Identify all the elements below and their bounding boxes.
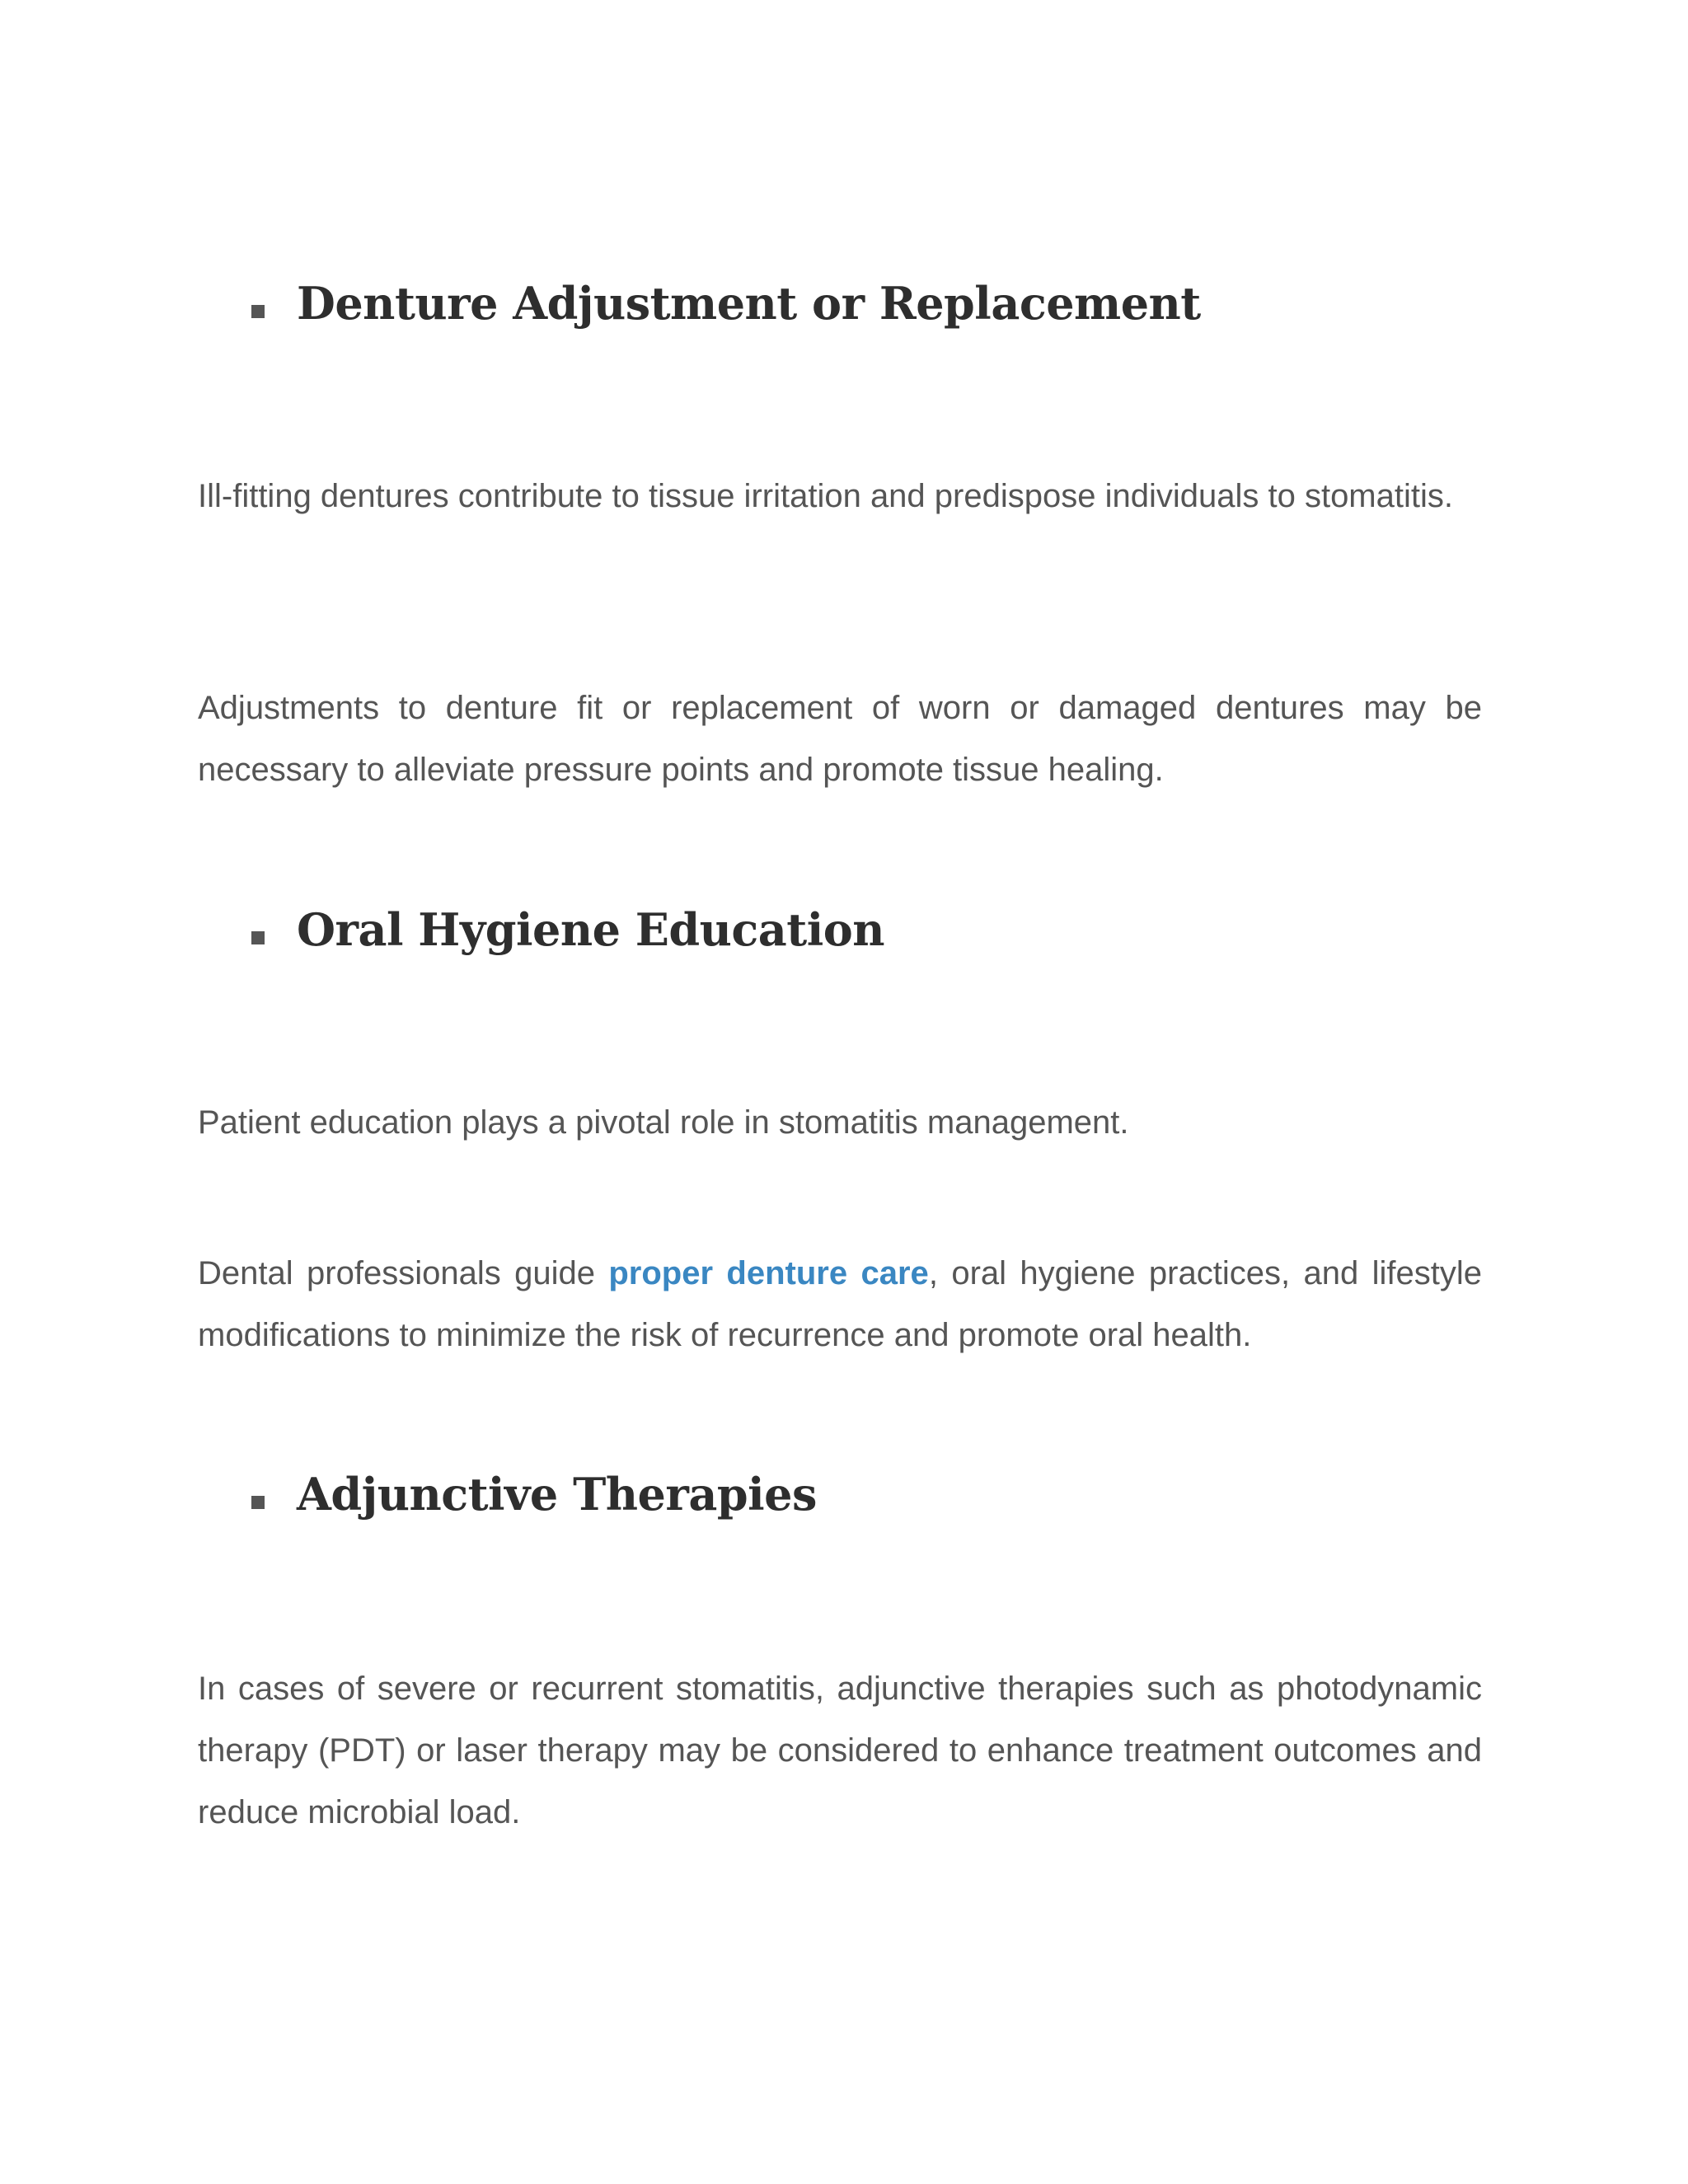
section-heading-denture-adjustment (0, 270, 1688, 336)
paragraph: Patient education plays a pivotal role in stomatitis management. (198, 1104, 1129, 1141)
paragraph: Adjustments to denture fit or replacement of worn or damaged dentures may be necessary to alleviate pressure points and promote tissue healing. (198, 690, 1482, 788)
square-bullet-icon (251, 1496, 265, 1509)
section-heading-adjunctive-therapies (0, 1461, 1688, 1527)
section-heading-oral-hygiene (0, 897, 1688, 963)
paragraph: Ill-fitting dentures contribute to tissue irritation and predispose individuals to stomatitis. (198, 478, 1453, 514)
heading-text: Oral Hygiene Education (297, 903, 885, 956)
proper-denture-care-link[interactable]: proper denture care (608, 1255, 929, 1291)
square-bullet-icon (251, 305, 265, 318)
paragraph-text-before-link: Dental professionals guide (198, 1255, 609, 1291)
heading-text: Adjunctive Therapies (297, 1468, 817, 1521)
paragraph-with-link (198, 1243, 1482, 1366)
square-bullet-icon (251, 931, 265, 944)
heading-text: Denture Adjustment or Replacement (297, 277, 1201, 330)
paragraph-text-after-link: , oral hygiene practices, and lifestyle modifications to minimize the risk of recurrence and promote oral health. (198, 1255, 1482, 1353)
paragraph: In cases of severe or recurrent stomatitis, adjunctive therapies such as photodynamic therapy (PDT) or laser therapy may be considered to enhance treatment outcomes and reduce microbial load. (198, 1671, 1482, 1830)
